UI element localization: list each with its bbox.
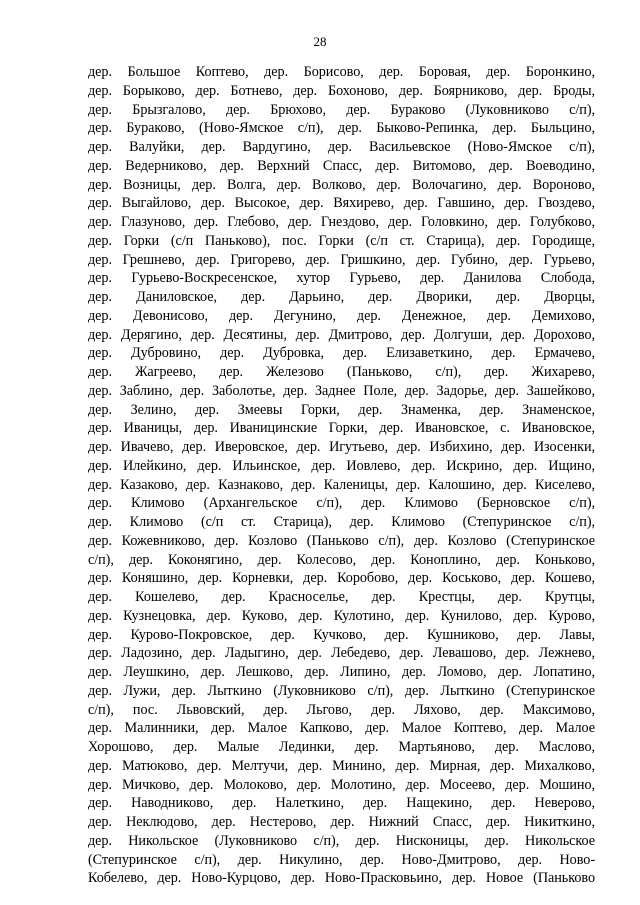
text-line: дер. Наводниково, дер. Налеткино, дер. Нащекино, дер. Неверово,	[88, 795, 595, 812]
text-line: дер. Выгайлово, дер. Высокое, дер. Вяхирево, дер. Гавшино, дер. Гвоздево,	[88, 195, 595, 212]
text-line: Кобелево, дер. Ново-Курцово, дер. Ново-Прасковьино, дер. Новое (Паньково	[88, 870, 595, 887]
text-line: дер. Иваницы, дер. Иваницинские Горки, дер. Ивановское, с. Ивановское,	[88, 420, 595, 437]
text-line: дер. Глазуново, дер. Глебово, дер. Гнездово, дер. Головкино, дер. Голубково,	[88, 214, 595, 230]
text-line: Хорошово, дер. Малые Лединки, дер. Мартьяново, дер. Маслово,	[88, 739, 595, 755]
text-line: дер. Илейкино, дер. Ильинское, дер. Иовлево, дер. Искрино, дер. Ищино,	[88, 457, 595, 474]
text-line: дер. Большое Коптево, дер. Борисово, дер. Боровая, дер. Боронкино,	[88, 64, 595, 80]
text-line: дер. Кошелево, дер. Красноселье, дер. Крестцы, дер. Крутцы,	[88, 589, 595, 605]
text-line: дер. Возницы, дер. Волга, дер. Волково, дер. Волочагино, дер. Вороново,	[88, 176, 595, 193]
text-line: дер. Леушкино, дер. Лешково, дер. Липино, дер. Ломово, дер. Лопатино,	[88, 664, 595, 680]
text-line: дер. Зелино, дер. Змеевы Горки, дер. Знаменка, дер. Знаменское,	[88, 401, 595, 418]
text-line: дер. Гурьево-Воскресенское, хутор Гурьево, дер. Данилова Слобода,	[88, 270, 595, 287]
text-line: дер. Валуйки, дер. Вардугино, дер. Васильевское (Ново-Ямское с/п),	[88, 139, 595, 155]
text-line: дер. Климово (с/п ст. Старица), дер. Климово (Степуринское с/п),	[88, 514, 595, 530]
text-line: дер. Казаково, дер. Казнаково, дер. Каленицы, дер. Калошино, дер. Киселево,	[88, 476, 595, 493]
text-line: дер. Мичково, дер. Молоково, дер. Молотино, дер. Мосеево, дер. Мошино,	[88, 776, 595, 793]
text-line: дер. Коняшино, дер. Корневки, дер. Коробово, дер. Коськово, дер. Кошево,	[88, 570, 595, 587]
text-line: дер. Бураково, (Ново-Ямское с/п), дер. Быково-Репинка, дер. Быльцино,	[88, 120, 595, 137]
text-line: дер. Горки (с/п Паньково), пос. Горки (с/п ст. Старица), дер. Городище,	[88, 232, 595, 249]
text-line: дер. Кузнецовка, дер. Куково, дер. Кулотино, дер. Кунилово, дер. Курово,	[88, 607, 595, 624]
text-line: с/п), дер. Коконягино, дер. Колесово, дер. Коноплино, дер. Коньково,	[88, 551, 595, 568]
text-line: дер. Ведерниково, дер. Верхний Спасс, дер. Витомово, дер. Воеводино,	[88, 157, 595, 174]
text-line: дер. Ладозино, дер. Ладыгино, дер. Лебедево, дер. Левашово, дер. Лежнево,	[88, 645, 595, 662]
text-line: дер. Дерягино, дер. Десятины, дер. Дмитрово, дер. Долгуши, дер. Дорохово,	[88, 326, 595, 343]
text-line: дер. Девонисово, дер. Дегунино, дер. Денежное, дер. Демихово,	[88, 307, 595, 324]
text-line: дер. Заблино, дер. Заболотье, дер. Заднее Поле, дер. Задорье, дер. Зашейково,	[88, 382, 595, 399]
text-line: дер. Даниловское, дер. Дарьино, дер. Дворики, дер. Дворцы,	[88, 289, 595, 305]
body-text	[88, 63, 595, 888]
text-line: дер. Матюково, дер. Мелтучи, дер. Минино, дер. Мирная, дер. Михалково,	[88, 757, 595, 774]
text-line: (Степуринское с/п), дер. Никулино, дер. Ново-Дмитрово, дер. Ново-	[88, 851, 595, 868]
text-line: дер. Грешнево, дер. Григорево, дер. Гришкино, дер. Губино, дер. Гурьево,	[88, 251, 595, 268]
text-line: дер. Климово (Архангельское с/п), дер. Климово (Берновское с/п),	[88, 495, 595, 512]
text-line: с/п), пос. Львовский, дер. Льгово, дер. Ляхово, дер. Максимово,	[88, 701, 595, 718]
text-line: дер. Брызгалово, дер. Брюхово, дер. Бураково (Лукoвниково с/п),	[88, 101, 595, 118]
text-line: дер. Дубровино, дер. Дубровка, дер. Елизаветкино, дер. Ермачево,	[88, 345, 595, 362]
text-line: дер. Неклюдово, дер. Нестерово, дер. Нижний Спасс, дер. Никиткино,	[88, 814, 595, 830]
text-line: дер. Курово-Покровское, дер. Кучково, дер. Кушниково, дер. Лавы,	[88, 626, 595, 643]
text-line: дер. Кожевниково, дер. Козлово (Паньково с/п), дер. Козлово (Степуринское	[88, 532, 595, 549]
text-line: дер. Жагреево, дер. Железово (Паньково, с/п), дер. Жихарево,	[88, 364, 595, 380]
page-number: 28	[313, 34, 327, 49]
text-line: дер. Борыково, дер. Ботнево, дер. Бохоново, дер. Боярниково, дер. Броды,	[88, 82, 595, 99]
text-line: дер. Ивачево, дер. Иверовское, дер. Игутьево, дер. Избихино, дер. Изосенки,	[88, 439, 595, 455]
text-line: дер. Лужи, дер. Лыткино (Луковниково с/п), дер. Лыткино (Степуринское	[88, 682, 595, 699]
text-line: дер. Никольское (Луковниково с/п), дер. Нисконицы, дер. Никольское	[88, 832, 595, 849]
text-line: дер. Малинники, дер. Малое Капково, дер. Малое Коптево, дер. Малое	[88, 720, 595, 737]
